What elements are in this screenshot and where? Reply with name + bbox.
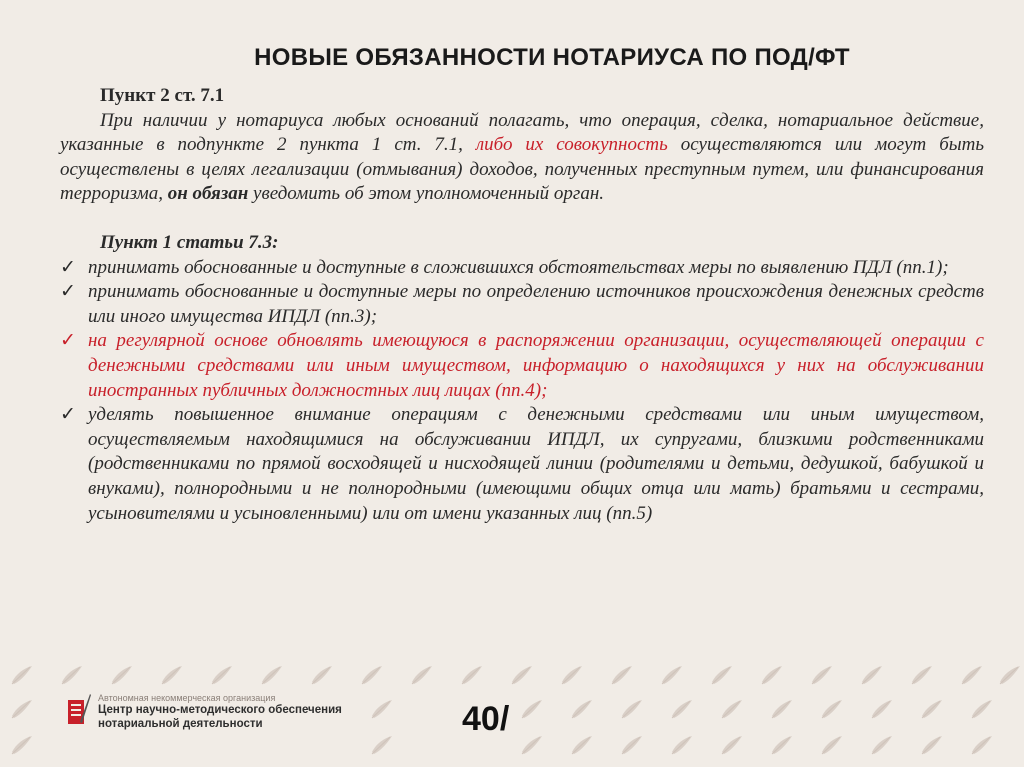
checkmark-icon: ✓ — [60, 404, 76, 426]
checkmark-icon: ✓ — [60, 330, 76, 352]
list-item — [60, 280, 984, 329]
section1-text-bold: он обязан — [167, 183, 249, 205]
page-number: 40/ — [462, 700, 510, 738]
list-item — [60, 403, 984, 526]
section1-paragraph — [60, 109, 984, 207]
list-item — [60, 329, 984, 403]
section1-text-2: осуществляются или могут быть осуществлены в целях легализации (отмывания) доходов, полученных преступным путем, или финансирования терроризма, — [60, 134, 985, 205]
logo-text — [98, 692, 342, 731]
list-item-text: принимать обоснованные и доступные меры по определению источников происхождения денежных средств или иного имущества ИПДЛ (пп.3); — [88, 281, 984, 327]
notary-emblem-icon — [66, 692, 92, 728]
list-item-text: на регулярной основе обновлять имеющуюся в распоряжении организации, осуществляющей операции с денежными средствами или иным имуществом, информацию о находящихся у них на обслуживании иностранных публичных должностных лиц лицах (пп.4); — [88, 330, 984, 401]
slide-body — [60, 84, 984, 526]
feather-row-1 — [12, 666, 1020, 684]
checkmark-icon: ✓ — [60, 256, 76, 278]
slide-title: НОВЫЕ ОБЯЗАННОСТИ НОТАРИУСА ПО ПОД/ФТ — [254, 44, 850, 71]
list-item — [60, 256, 984, 281]
section1-text-red: либо их совокупность — [475, 134, 668, 156]
organization-logo — [66, 692, 342, 731]
section2-heading: Пункт 1 статьи 7.3: — [100, 231, 279, 253]
list-item-text: уделять повышенное внимание операциям с денежными средствами или иным имуществом, осуществляемым находящимися на обслуживании ИПДЛ, их супругами, близкими родственниками (родственниками по прямой восходящей и нисходящей линии (родителями и детьми, дедушкой, бабушкой и внуками), полнородными и не полнородными (имеющими общих отца или мать) братьями и сестрами, усыновителями и усыновленными) или от имени указанных лиц (пп.5) — [88, 404, 984, 524]
logo-org-type: Автономная некоммерческая организация — [98, 693, 276, 703]
section1-heading: Пункт 2 ст. 7.1 — [100, 85, 225, 106]
list-item-text: принимать обоснованные и доступные в сложившихся обстоятельствах меры по выявлению ПДЛ (пп.1); — [88, 256, 949, 278]
logo-name-line2: нотариальной деятельности — [98, 717, 263, 730]
checkmark-icon: ✓ — [60, 281, 76, 303]
section1-text-3: уведомить об этом уполномоченный орган. — [248, 183, 605, 205]
logo-name-line1: Центр научно-методического обеспечения — [98, 704, 342, 716]
section1-text-1: При наличии у нотариуса любых оснований полагать, что операция, сделка, нотариальное действие, указанные в подпункте 2 пункта 1 ст. 7.1, — [60, 109, 984, 156]
